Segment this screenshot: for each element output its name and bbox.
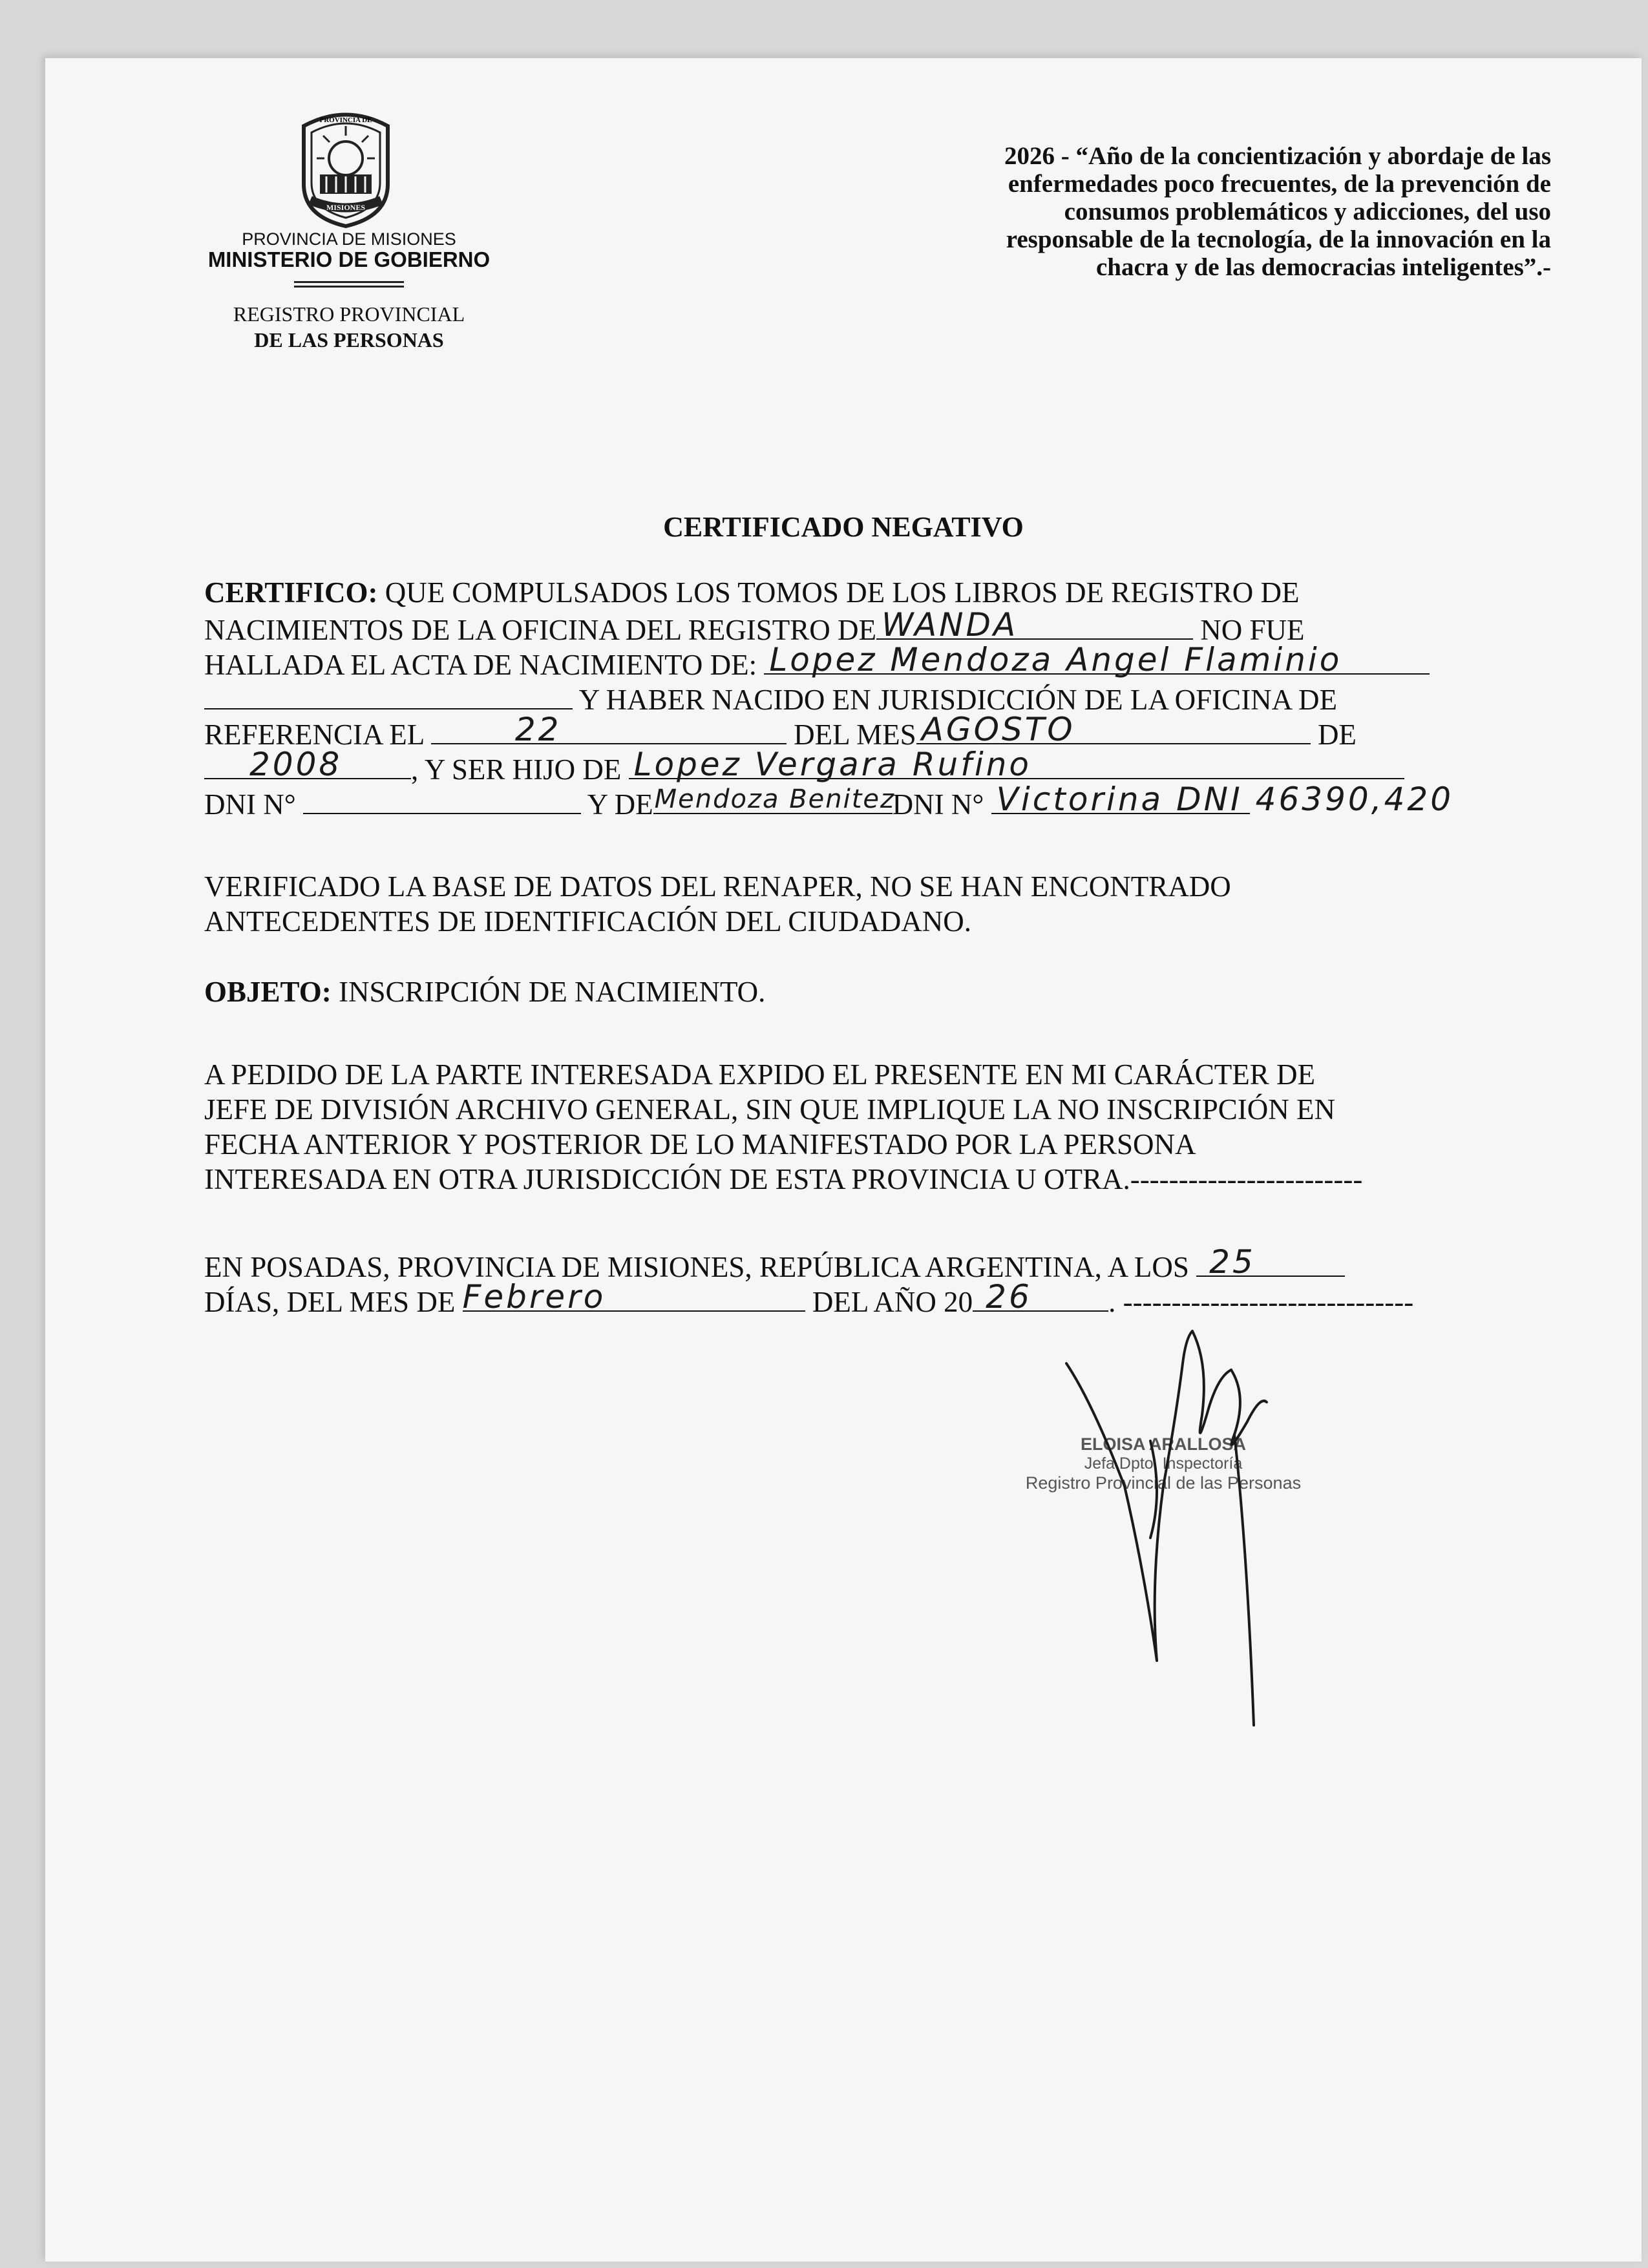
objeto-line xyxy=(204,974,765,1009)
static-text: , Y SER HIJO DE xyxy=(411,753,622,786)
renaper-line-2: ANTECEDENTES DE IDENTIFICACIÓN DEL CIUDADANO. xyxy=(204,905,971,938)
nombre-field-cont xyxy=(204,680,573,709)
renaper-line-1: VERIFICADO LA BASE DE DATOS DEL RENAPER, NO SE HAN ENCONTRADO xyxy=(204,870,1231,903)
stamp-name: ELOISA ARALLOSA xyxy=(1081,1434,1246,1454)
static-text: . ------------------------------ xyxy=(1108,1286,1414,1318)
certifico-line-4 xyxy=(204,680,1337,717)
pedido-line-1: A PEDIDO DE LA PARTE INTERESADA EXPIDO EL PRESENTE EN MI CARÁCTER DE xyxy=(204,1058,1315,1091)
handwritten-padre: Lopez Vergara Rufino xyxy=(633,746,1032,783)
handwritten-anio-exp: 26 xyxy=(986,1278,1032,1316)
page-title: CERTIFICADO NEGATIVO xyxy=(663,511,1024,543)
handwritten-madre: Mendoza Benitez xyxy=(654,784,896,814)
registry-line-2: DE LAS PERSONAS xyxy=(254,328,444,352)
mes-exp-field xyxy=(462,1278,805,1316)
motto-line: responsable de la tecnología, de la innovación en la xyxy=(1006,226,1551,253)
handwritten-mes-exp: Febrero xyxy=(462,1278,606,1316)
pedido-line-2: JEFE DE DIVISIÓN ARCHIVO GENERAL, SIN QUE IMPLIQUE LA NO INSCRIPCIÓN EN xyxy=(204,1093,1335,1126)
nombre-field xyxy=(764,641,1430,678)
motto-line: chacra y de las democracias inteligentes”.- xyxy=(1095,253,1551,281)
handwritten-signature xyxy=(1053,1325,1325,1745)
static-text: EN POSADAS, PROVINCIA DE MISIONES, REPÚBLICA ARGENTINA, A LOS xyxy=(204,1251,1189,1283)
oficina-field xyxy=(876,606,1193,644)
static-text: DEL AÑO 20 xyxy=(812,1286,973,1318)
lugar-line-2 xyxy=(204,1278,1414,1319)
mes-field xyxy=(916,711,1311,748)
static-text: DÍAS, DEL MES DE xyxy=(204,1286,456,1318)
stamp-office: Registro Provincial de las Personas xyxy=(1025,1473,1302,1493)
static-text: NACIMIENTOS DE LA OFICINA DEL REGISTRO DE xyxy=(204,614,876,646)
province-name: PROVINCIA DE MISIONES xyxy=(242,229,456,249)
registry-line-1: REGISTRO PROVINCIAL xyxy=(233,302,465,326)
pedido-line-3: FECHA ANTERIOR Y POSTERIOR DE LO MANIFESTADO POR LA PERSONA xyxy=(204,1128,1196,1160)
anio-field xyxy=(204,746,411,783)
certifico-line-7 xyxy=(204,781,1454,822)
static-text: HALLADA EL ACTA DE NACIMIENTO DE: xyxy=(204,649,757,681)
static-text: NO FUE xyxy=(1200,614,1305,646)
static-text: DEL MES xyxy=(794,719,916,751)
seal-text-bottom: MISIONES xyxy=(326,203,366,212)
dia-exp-field xyxy=(1196,1243,1345,1281)
static-text: Y HABER NACIDO EN JURISDICCIÓN DE LA OFICINA DE xyxy=(578,684,1337,716)
objeto-value: INSCRIPCIÓN DE NACIMIENTO. xyxy=(338,976,766,1008)
ministry-name: MINISTERIO DE GOBIERNO xyxy=(207,247,491,271)
motto-line: 2026 - “Año de la concientización y abordaje de las xyxy=(1004,142,1551,170)
lugar-line-1 xyxy=(204,1243,1345,1285)
madre-dni-field xyxy=(991,781,1454,818)
motto-line: enfermedades poco frecuentes, de la prevención de xyxy=(1008,170,1551,198)
static-text: DNI N° xyxy=(892,788,984,821)
certifico-line-3 xyxy=(204,641,1430,682)
certifico-label: CERTIFICO: xyxy=(204,576,378,609)
dia-field xyxy=(431,711,787,748)
stamp-charge: Jefa Dpto. Inspectoría xyxy=(1084,1454,1243,1473)
handwritten-mes: AGOSTO xyxy=(921,711,1075,748)
handwritten-madre-dni: Victorina DNI 46390,420 xyxy=(996,781,1454,818)
static-text: DNI N° xyxy=(204,788,296,821)
document-sheet xyxy=(45,58,1642,2262)
static-text: REFERENCIA EL xyxy=(204,719,424,751)
handwritten-nombre: Lopez Mendoza Angel Flaminio xyxy=(769,641,1342,678)
certifico-line-1 xyxy=(204,575,1299,610)
handwritten-oficina: WANDA xyxy=(882,606,1019,644)
divider xyxy=(294,286,404,288)
seal-text-top: PROVINCIA DE xyxy=(319,116,372,124)
pedido-line-4: INTERESADA EN OTRA JURISDICCIÓN DE ESTA PROVINCIA U OTRA.------------------------ xyxy=(204,1163,1363,1195)
static-text: QUE COMPULSADOS LOS TOMOS DE LOS LIBROS DE REGISTRO DE xyxy=(385,576,1300,609)
padre-dni-field xyxy=(303,784,581,814)
handwritten-dia-exp: 25 xyxy=(1209,1243,1256,1281)
divider xyxy=(294,281,404,283)
madre-field xyxy=(653,784,896,814)
padre-field xyxy=(629,746,1404,783)
year-motto xyxy=(692,142,1551,281)
handwritten-anio: 2008 xyxy=(249,746,343,783)
objeto-label: OBJETO: xyxy=(204,976,332,1008)
static-text: Y DE xyxy=(587,788,653,821)
static-text: DE xyxy=(1317,719,1357,751)
handwritten-dia: 22 xyxy=(514,711,562,748)
motto-line: consumos problemáticos y adicciones, del uso xyxy=(1064,198,1551,226)
anio-exp-field xyxy=(973,1278,1108,1316)
province-seal-icon xyxy=(291,107,401,229)
